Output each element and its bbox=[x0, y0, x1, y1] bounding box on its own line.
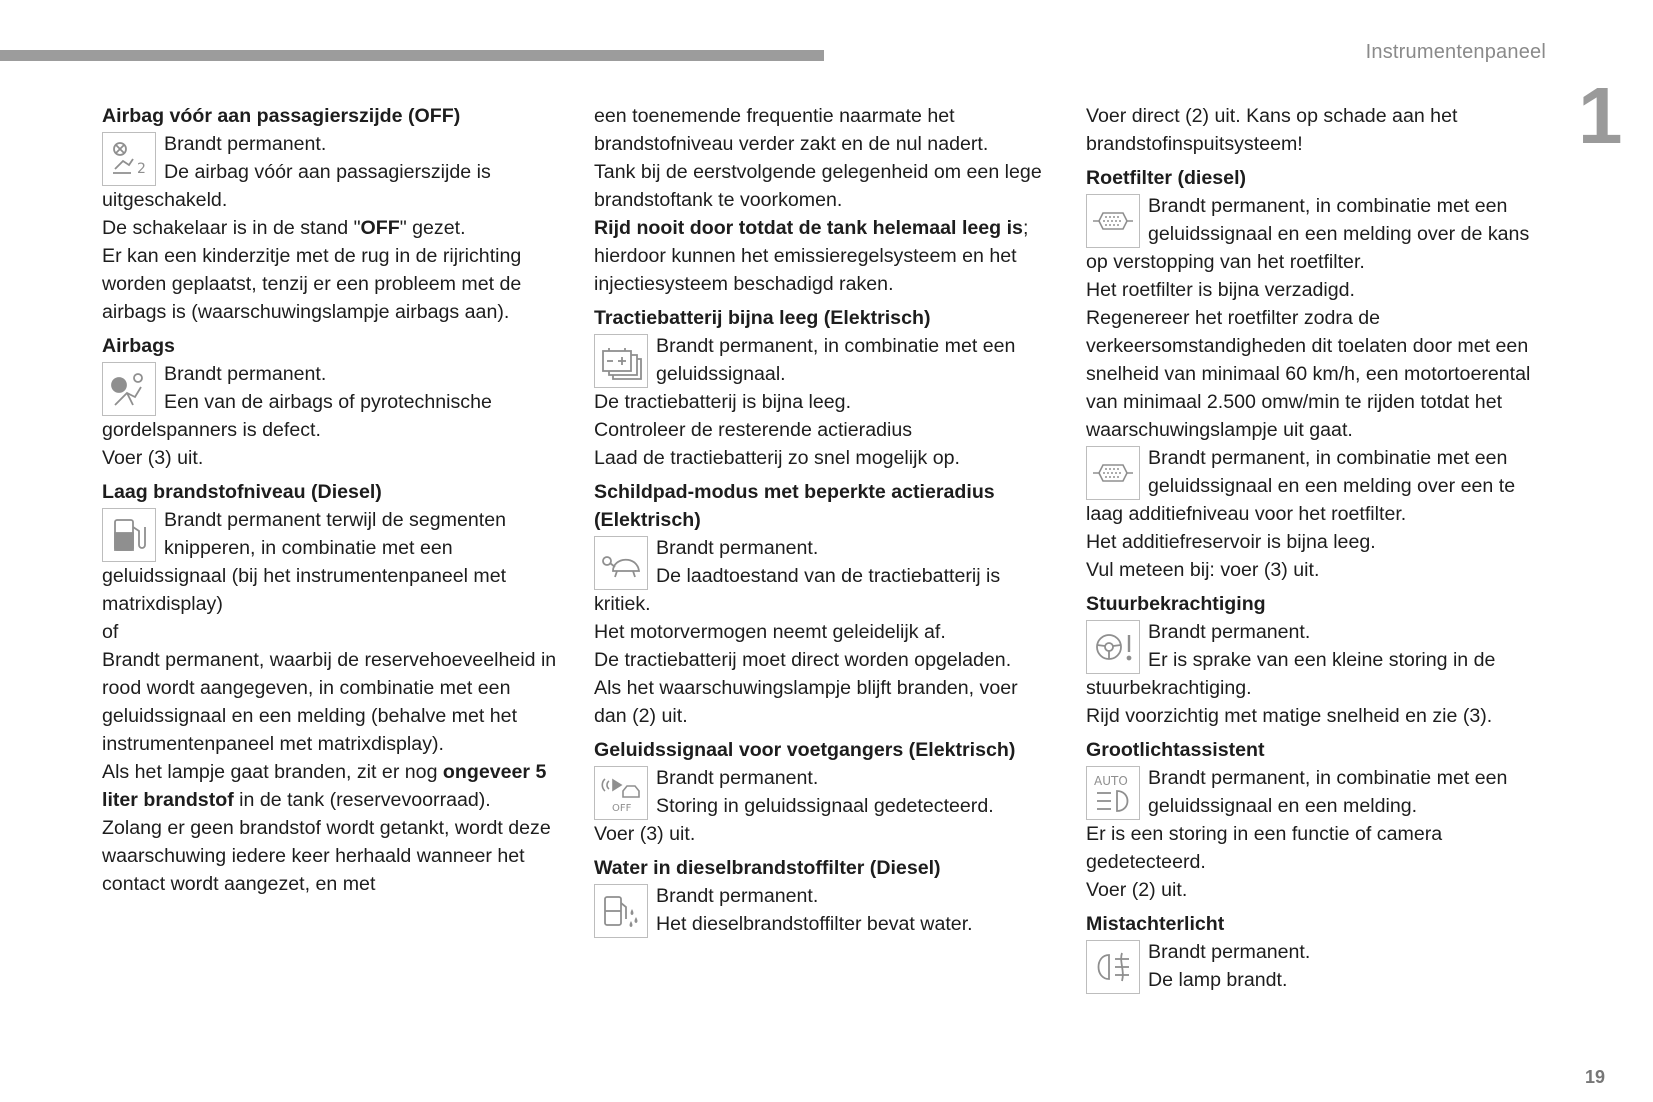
text: Brandt permanent, in combinatie met een geluidssignaal en een melding over de kans op verstopping van het roetfilter. bbox=[1086, 195, 1530, 273]
header-bar bbox=[0, 50, 824, 61]
section-title: Instrumentenpaneel bbox=[1365, 41, 1546, 63]
text: Tank bij de eerstvolgende gelegenheid om een lege brandstoftank te voorkomen. bbox=[594, 161, 1042, 211]
column-3 bbox=[1086, 102, 1546, 994]
entry-particle-filter-clogging bbox=[1086, 192, 1546, 276]
text: Brandt permanent, in combinatie met een geluidssignaal en een melding. bbox=[1148, 767, 1508, 817]
entry-turtle-mode bbox=[594, 534, 1049, 618]
heading-rear-fog-light: Mistachterlicht bbox=[1086, 913, 1225, 935]
text: Brandt permanent. bbox=[656, 885, 819, 907]
entry-high-beam-assist bbox=[1086, 764, 1546, 820]
text: Brandt permanent terwijl de segmenten knipperen, in combinatie met een geluidssignaal (bij het instrumentenpaneel met matrixdisplay) bbox=[102, 509, 507, 615]
heading-low-fuel: Laag brandstofniveau (Diesel) bbox=[102, 481, 382, 503]
text: Vul meteen bij: voer (3) uit. bbox=[1086, 559, 1320, 581]
heading-traction-battery: Tractiebatterij bijna leeg (Elektrisch) bbox=[594, 307, 931, 329]
entry-airbags bbox=[102, 360, 557, 444]
entry-rear-fog-light bbox=[1086, 938, 1546, 994]
entry-water-in-diesel bbox=[594, 882, 1049, 938]
pedestrian-sound-off-icon bbox=[594, 766, 648, 820]
text: Brandt permanent, in combinatie met een geluidssignaal en een melding over een te laag additiefniveau voor het roetfilter. bbox=[1086, 447, 1516, 525]
entry-traction-battery bbox=[594, 332, 1049, 388]
text: een toenemende frequentie naarmate het brandstofniveau verder zakt en de nul nadert. bbox=[594, 105, 989, 155]
text: Brandt permanent, in combinatie met een geluidssignaal. bbox=[656, 335, 1016, 385]
text: Het roetfilter is bijna verzadigd. bbox=[1086, 279, 1355, 301]
text: De tractiebatterij is bijna leeg. bbox=[594, 391, 852, 413]
entry-particle-filter-additive bbox=[1086, 444, 1546, 528]
icon-label: OFF bbox=[612, 803, 632, 814]
text: Een van de airbags of pyrotechnische gordelspanners is defect. bbox=[102, 391, 492, 441]
particle-filter-icon bbox=[1086, 446, 1140, 500]
heading-high-beam-assist: Grootlichtassistent bbox=[1086, 739, 1265, 761]
text: Rijd voorzichtig met matige snelheid en zie (3). bbox=[1086, 705, 1493, 727]
text: Zolang er geen brandstof wordt getankt, wordt deze waarschuwing iedere keer herhaald wanneer het contact wordt aangezet, en met bbox=[102, 817, 551, 895]
text: Laad de tractiebatterij zo snel mogelijk op. bbox=[594, 447, 960, 469]
heading-power-steering: Stuurbekrachtiging bbox=[1086, 593, 1266, 615]
text: Het dieselbrandstoffilter bevat water. bbox=[656, 913, 973, 935]
text: Het motorvermogen neemt geleidelijk af. bbox=[594, 621, 946, 643]
text: of bbox=[102, 621, 119, 643]
text: De tractiebatterij moet direct worden opgeladen. bbox=[594, 649, 1012, 671]
text: Als het waarschuwingslampje blijft branden, voer dan (2) uit. bbox=[594, 677, 1018, 727]
text: Er is een storing in een functie of camera gedetecteerd. bbox=[1086, 823, 1443, 873]
airbag-icon bbox=[102, 362, 156, 416]
particle-filter-icon bbox=[1086, 194, 1140, 248]
steering-wheel-warning-icon bbox=[1086, 620, 1140, 674]
water-in-fuel-icon bbox=[594, 884, 648, 938]
text: Brandt permanent. bbox=[164, 363, 327, 385]
text: Regenereer het roetfilter zodra de verkeersomstandigheden dit toelaten door met een snelheid van minimaal 60 km/h, een motortoerental van minimaal 2.500 omw/min te rijden totdat het waarschuwingslampje uit gaat. bbox=[1086, 307, 1531, 441]
rear-fog-light-icon bbox=[1086, 940, 1140, 994]
text: Voer (3) uit. bbox=[594, 823, 696, 845]
heading-pedestrian-sound: Geluidssignaal voor voetgangers (Elektrisch) bbox=[594, 739, 1016, 761]
text: Er is sprake van een kleine storing in de stuurbekrachtiging. bbox=[1086, 649, 1496, 699]
entry-pedestrian-sound bbox=[594, 764, 1049, 820]
text: Er kan een kinderzitje met de rug in de rijrichting worden geplaatst, tenzij er een probleem met de airbags is (waarschuwingslampje airbags aan). bbox=[102, 245, 522, 323]
text: Brandt permanent. bbox=[164, 133, 327, 155]
fuel-pump-icon bbox=[102, 508, 156, 562]
text: Voer direct (2) uit. Kans op schade aan het brandstofinspuitsysteem! bbox=[1086, 105, 1458, 155]
text: Als het lampje gaat branden, zit er nog ongeveer 5 liter brandstof in de tank (reservevoorraad). bbox=[102, 761, 547, 811]
text: De laadtoestand van de tractiebatterij is kritiek. bbox=[594, 565, 1001, 615]
column-1 bbox=[102, 102, 557, 898]
text: Storing in geluidssignaal gedetecteerd. bbox=[656, 795, 994, 817]
passenger-airbag-off-icon bbox=[102, 132, 156, 186]
heading-particle-filter: Roetfilter (diesel) bbox=[1086, 167, 1247, 189]
auto-high-beam-icon bbox=[1086, 766, 1140, 820]
heading-water-in-diesel: Water in dieselbrandstoffilter (Diesel) bbox=[594, 857, 941, 879]
heading-passenger-airbag-off: Airbag vóór aan passagierszijde (OFF) bbox=[102, 105, 461, 127]
entry-passenger-airbag-off bbox=[102, 130, 557, 214]
text: Voer (2) uit. bbox=[1086, 879, 1188, 901]
text: Rijd nooit door totdat de tank helemaal leeg is; hierdoor kunnen het emissieregelsysteem en het injectiesysteem beschadigd raken. bbox=[594, 217, 1029, 295]
heading-airbags: Airbags bbox=[102, 335, 175, 357]
text: Brandt permanent. bbox=[656, 537, 819, 559]
text: Het additiefreservoir is bijna leeg. bbox=[1086, 531, 1376, 553]
text: De lamp brandt. bbox=[1148, 969, 1288, 991]
text: Brandt permanent. bbox=[656, 767, 819, 789]
chapter-number: 1 bbox=[1578, 71, 1623, 160]
column-2 bbox=[594, 102, 1049, 938]
text: Brandt permanent, waarbij de reservehoeveelheid in rood wordt aangegeven, in combinatie met een geluidssignaal en een melding (behalve met het instrumentenpaneel met matrixdisplay). bbox=[102, 649, 557, 755]
page-number: 19 bbox=[1584, 1067, 1605, 1087]
heading-turtle-mode: Schildpad-modus met beperkte actieradius (Elektrisch) bbox=[594, 481, 995, 531]
text: Brandt permanent. bbox=[1148, 621, 1311, 643]
text: Brandt permanent. bbox=[1148, 941, 1311, 963]
text: Controleer de resterende actieradius bbox=[594, 419, 913, 441]
entry-power-steering bbox=[1086, 618, 1546, 702]
battery-icon bbox=[594, 334, 648, 388]
text: De airbag vóór aan passagierszijde is uitgeschakeld. bbox=[102, 161, 491, 211]
svg-text:2: 2 bbox=[137, 161, 146, 177]
text: De schakelaar is in de stand "OFF" gezet. bbox=[102, 217, 466, 239]
turtle-icon bbox=[594, 536, 648, 590]
entry-low-fuel bbox=[102, 506, 557, 618]
icon-label: AUTO bbox=[1094, 774, 1128, 788]
text: Voer (3) uit. bbox=[102, 447, 204, 469]
